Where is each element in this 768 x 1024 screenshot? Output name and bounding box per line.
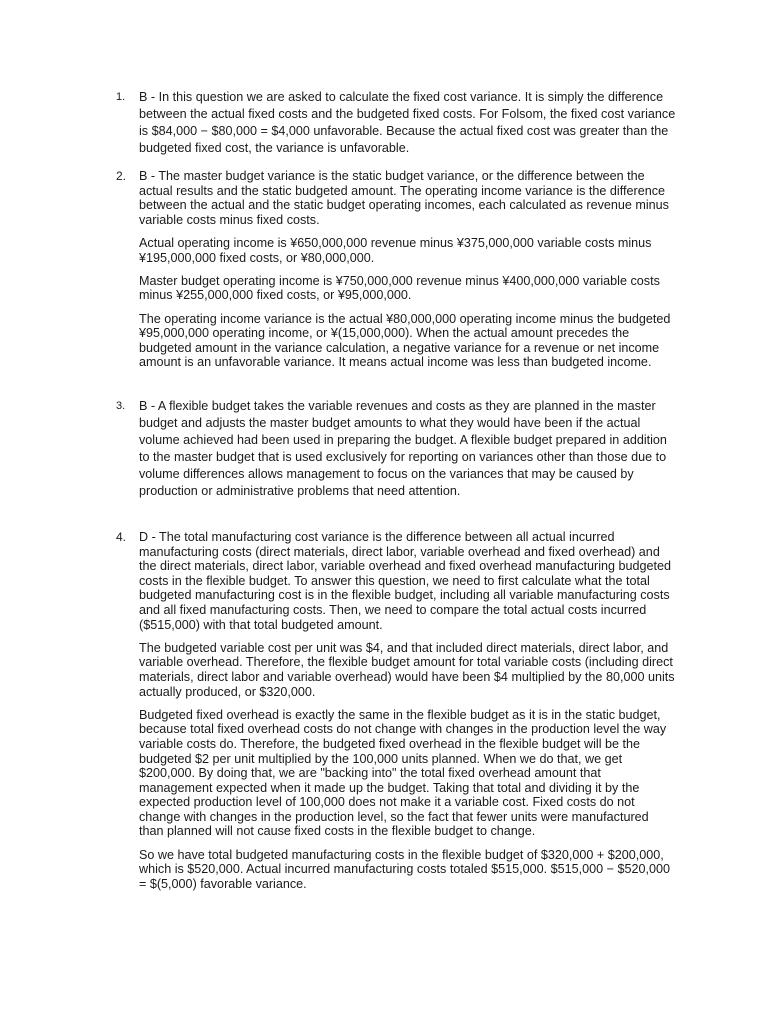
paragraph: Actual operating income is ¥650,000,000 revenue minus ¥375,000,000 variable costs minus ¥195,000,000 fixed costs, or ¥80,000,000. bbox=[139, 235, 652, 265]
paragraph: So we have total budgeted manufacturing costs in the flexible budget of $320,000 + $200,000, which is $520,000. Actual incurred manufacturing costs totaled $515,000. $515,000 − $520,000 = $(5,000) favorable variance. bbox=[139, 847, 671, 891]
paragraph: B - In this question we are asked to calculate the fixed cost variance. It is simply the difference between the actual fixed costs and the budgeted fixed costs. For Folsom, the fixed cost variance is $84,000 − $80,000 = $4,000 unfavorable. Because the actual fixed cost was greater than the budgeted fixed cost, the variance is unfavorable. bbox=[139, 90, 676, 155]
answer-item-3 bbox=[116, 398, 676, 509]
paragraph: The operating income variance is the actual ¥80,000,000 operating income minus the budgeted ¥95,000,000 operating income, or ¥(15,000,000). When the actual amount precedes the budgeted amount in the variance calculation, a negative variance for a revenue or net income amount is an unfavorable variance. It means actual income was less than budgeted income. bbox=[139, 311, 671, 370]
item-body bbox=[139, 89, 676, 157]
item-body bbox=[139, 169, 676, 370]
item-number: 2. bbox=[116, 169, 127, 183]
paragraph: Budgeted fixed overhead is exactly the same in the flexible budget as it is in the static budget, because total fixed overhead costs do not change with changes in the production level the way variable costs do. Therefore, the budgeted fixed overhead in the flexible budget will be the budgeted $2 per unit multiplied by the 100,000 units planned. When we do that, we get $200,000. By doing that, we are "backing into" the total fixed overhead amount that management expected when it made up the budget. Taking that total and dividing it by the expected production level of 100,000 does not make it a variable cost. Fixed costs do not change with changes in the production level, so the fact that fewer units were manufactured than planned will not cause fixed costs in the flexible budget to change. bbox=[139, 707, 667, 839]
paragraph: D - The total manufacturing cost variance is the difference between all actual incurred manufacturing costs (direct materials, direct labor, variable overhead and fixed overhead) and the direct materials, direct labor, variable overhead and fixed overhead manufacturing budgeted costs in the flexible budget. To answer this question, we need to first calculate what the total budgeted manufacturing cost is in the flexible budget, including all variable manufacturing costs and all fixed manufacturing costs. Then, we need to compare the total actual costs incurred ($515,000) with that total budgeted amount. bbox=[139, 530, 672, 632]
item-number: 1. bbox=[116, 91, 126, 103]
answer-item-4 bbox=[116, 530, 676, 900]
item-number: 3. bbox=[116, 400, 126, 412]
paragraph: B - A flexible budget takes the variable revenues and costs as they are planned in the master budget and adjusts the master budget amounts to what they would have been if the actual volume achieved had been used in preparing the budget. A flexible budget prepared in addition to the master budget that is used exclusively for reporting on variances other than those due to volume differences allows management to focus on the variances that may be caused by production or administrative problems that need attention. bbox=[139, 399, 667, 498]
paragraph: B - The master budget variance is the static budget variance, or the difference between the actual results and the static budgeted amount. The operating income variance is the difference between the actual and the static budget operating incomes, each calculated as revenue minus variable costs minus fixed costs. bbox=[139, 169, 669, 227]
item-body bbox=[139, 398, 676, 500]
answer-item-2 bbox=[116, 169, 676, 379]
paragraph: The budgeted variable cost per unit was $4, and that included direct materials, direct labor, and variable overhead. Therefore, the flexible budget amount for total variable costs (including direct materials, direct labor and variable overhead) would have been $4 multiplied by the 80,000 units actually produced, or $320,000. bbox=[139, 640, 675, 699]
answer-item-1 bbox=[116, 89, 676, 166]
item-number: 4. bbox=[116, 530, 127, 544]
paragraph: Master budget operating income is ¥750,000,000 revenue minus ¥400,000,000 variable costs minus ¥255,000,000 fixed costs, or ¥95,000,000. bbox=[139, 273, 660, 303]
item-body bbox=[139, 530, 676, 891]
